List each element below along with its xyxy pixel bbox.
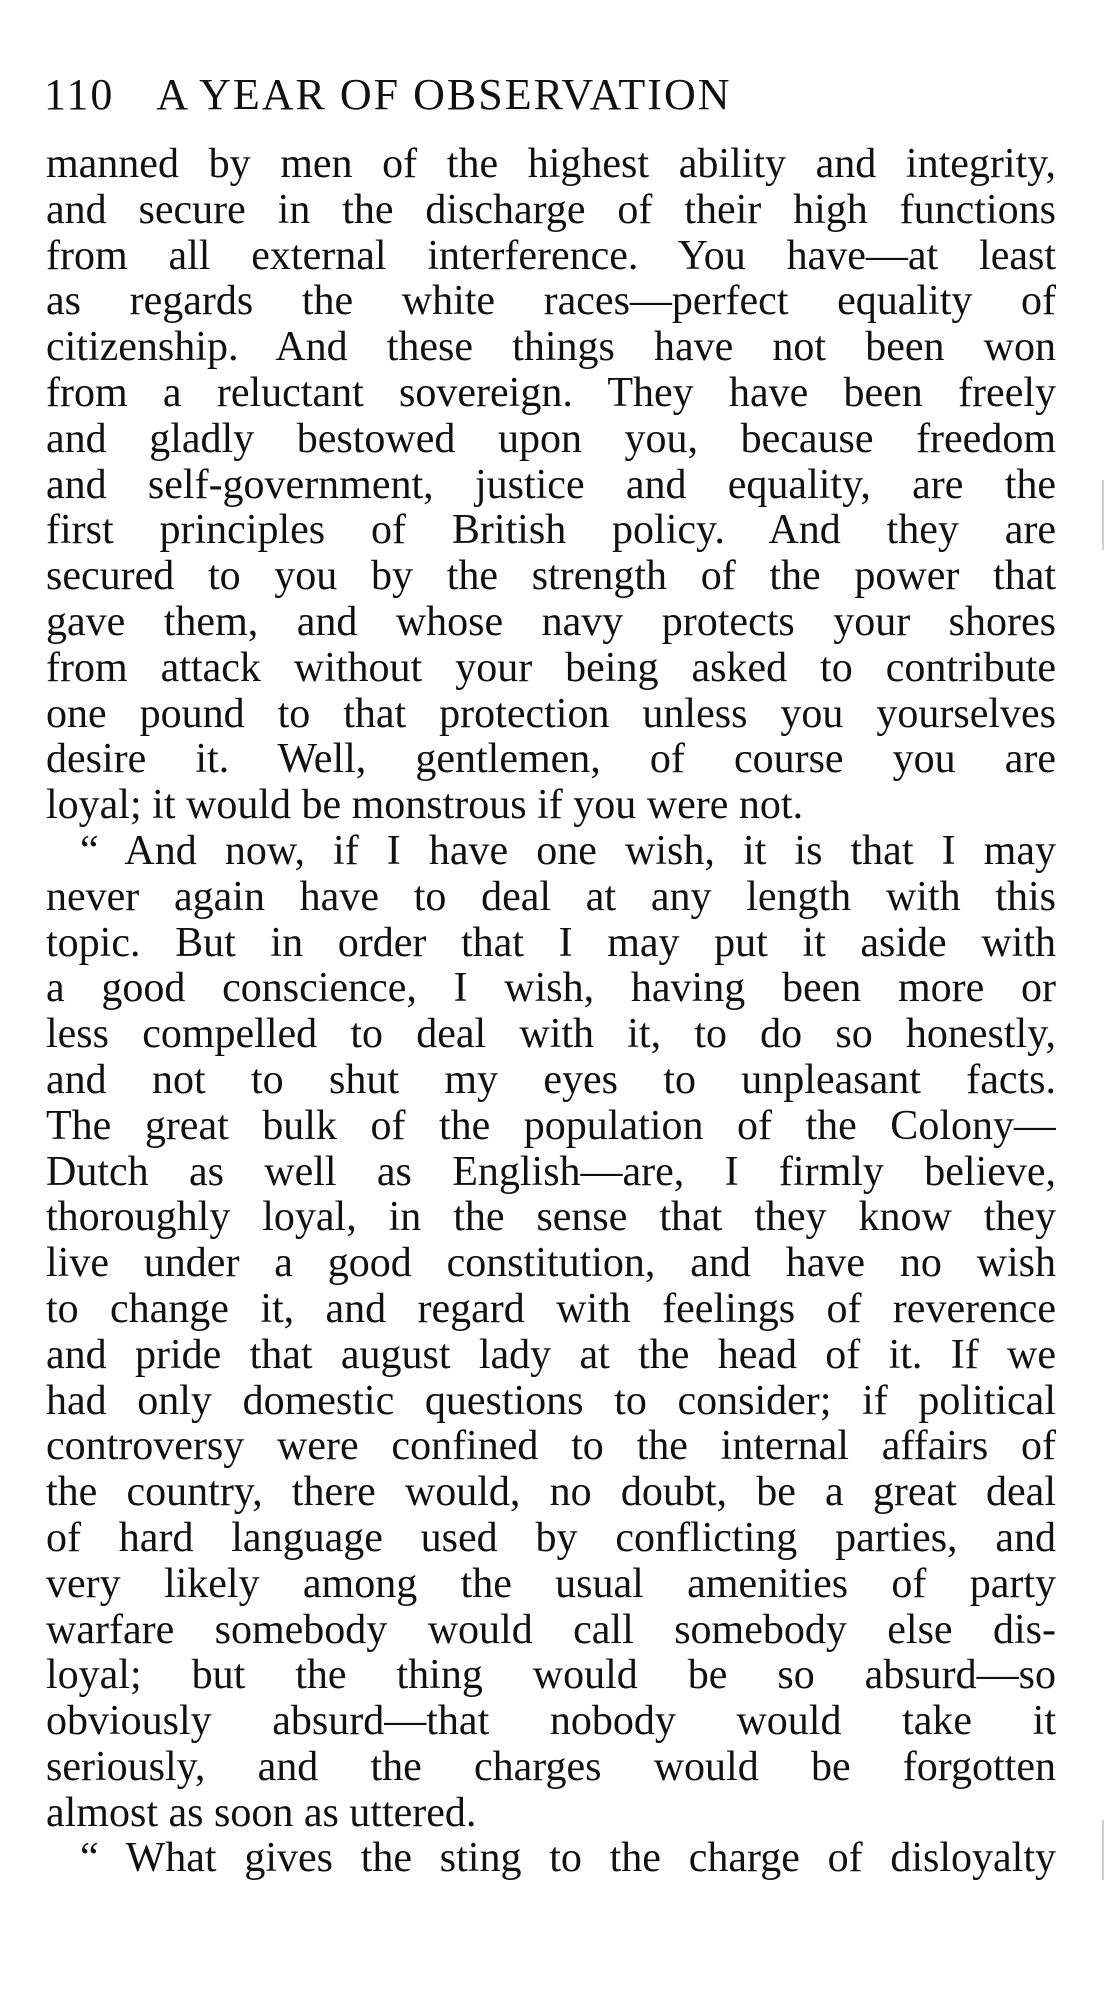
text-line: and secure in the discharge of their high functions bbox=[46, 187, 1056, 233]
page-number: 110 bbox=[44, 70, 115, 119]
text-line: a good conscience, I wish, having been more or bbox=[46, 966, 1056, 1012]
text-line: gave them, and whose navy protects your shores bbox=[46, 599, 1056, 645]
body-text bbox=[46, 142, 1056, 1882]
text-line: controversy were confined to the internal affairs of bbox=[46, 1424, 1056, 1470]
text-line: warfare somebody would call somebody else dis- bbox=[46, 1607, 1056, 1653]
text-line: as regards the white races—perfect equality of bbox=[46, 279, 1056, 325]
text-line: first principles of British policy. And they are bbox=[46, 508, 1056, 554]
text-line: thoroughly loyal, in the sense that they know they bbox=[46, 1195, 1056, 1241]
text-line: one pound to that protection unless you yourselves bbox=[46, 691, 1056, 737]
text-line: manned by men of the highest ability and integrity, bbox=[46, 142, 1056, 187]
text-line: loyal; but the thing would be so absurd—so bbox=[46, 1653, 1056, 1699]
text-line: secured to you by the strength of the power that bbox=[46, 554, 1056, 600]
paragraph-start: “ What gives the sting to the charge of disloyalty bbox=[80, 1836, 1056, 1882]
text-line: from attack without your being asked to contribute bbox=[46, 645, 1056, 691]
text-line: loyal; it would be monstrous if you were not. bbox=[46, 783, 804, 829]
text-line: seriously, and the charges would be forgotten bbox=[46, 1744, 1056, 1790]
text-line: and gladly bestowed upon you, because freedom bbox=[46, 416, 1056, 462]
text-line: from a reluctant sovereign. They have been freely bbox=[46, 370, 1056, 416]
text-line: The great bulk of the population of the Colony— bbox=[46, 1103, 1056, 1149]
text-line: the country, there would, no doubt, be a great deal bbox=[46, 1470, 1056, 1516]
text-line: very likely among the usual amenities of party bbox=[46, 1561, 1056, 1607]
paragraph-start: “ And now, if I have one wish, it is that I may bbox=[80, 828, 1056, 874]
running-head bbox=[44, 70, 732, 120]
page-edge-mark bbox=[1102, 1820, 1104, 1880]
text-line: and pride that august lady at the head of it. If we bbox=[46, 1332, 1056, 1378]
text-line: from all external interference. You have—at least bbox=[46, 233, 1056, 279]
text-line: obviously absurd—that nobody would take it bbox=[46, 1699, 1056, 1745]
page-edge-mark bbox=[1102, 480, 1104, 550]
text-line: and not to shut my eyes to unpleasant facts. bbox=[46, 1057, 1056, 1103]
text-line: less compelled to deal with it, to do so honestly, bbox=[46, 1012, 1056, 1058]
text-line: citizenship. And these things have not been won bbox=[46, 325, 1056, 371]
text-line: had only domestic questions to consider; if political bbox=[46, 1378, 1056, 1424]
text-line: and self-government, justice and equality, are the bbox=[46, 462, 1056, 508]
text-line: desire it. Well, gentlemen, of course you are bbox=[46, 737, 1056, 783]
text-line: to change it, and regard with feelings of reverence bbox=[46, 1286, 1056, 1332]
text-line: of hard language used by conflicting parties, and bbox=[46, 1515, 1056, 1561]
text-line: almost as soon as uttered. bbox=[46, 1790, 477, 1836]
text-line: Dutch as well as English—are, I firmly believe, bbox=[46, 1149, 1056, 1195]
text-line: never again have to deal at any length with this bbox=[46, 874, 1056, 920]
running-title: A YEAR OF OBSERVATION bbox=[156, 70, 732, 119]
text-line: live under a good constitution, and have no wish bbox=[46, 1241, 1056, 1287]
text-line: topic. But in order that I may put it aside with bbox=[46, 920, 1056, 966]
